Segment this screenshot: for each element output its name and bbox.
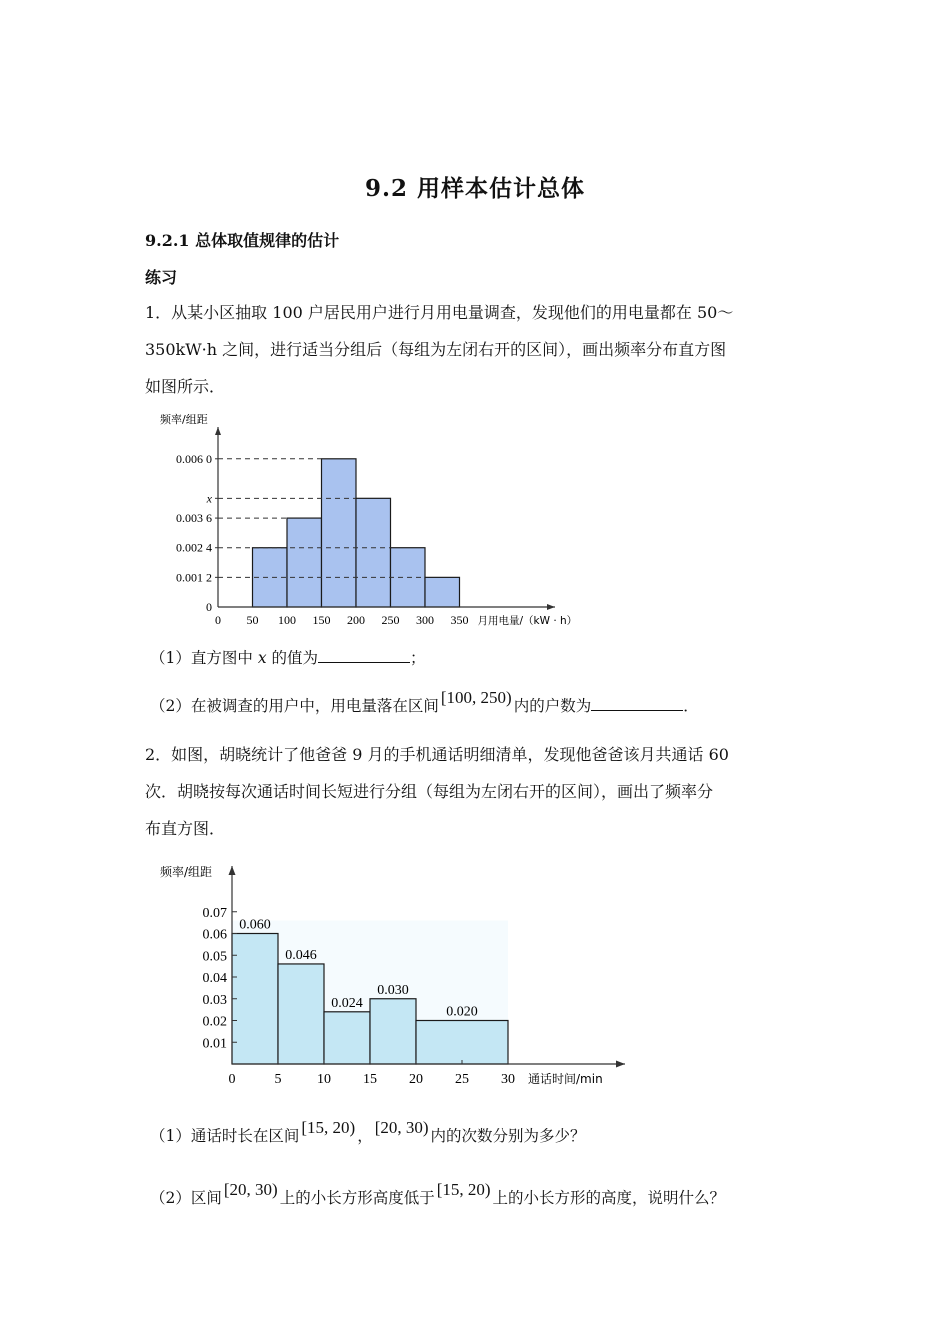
x-tick-label: 50 [246,613,259,627]
answer-blank-2[interactable] [591,694,683,711]
histogram-bar [324,1012,370,1064]
x-tick-label: 0 [228,1072,236,1087]
x-axis-arrow [616,1061,625,1068]
problem-2-line-1: 2．如图，胡晓统计了他爸爸 9 月的手机通话明细清单，发现他爸爸该月共通话 60 [145,745,729,764]
p2q2-prefix: （2）区间 [150,1189,222,1207]
x-axis-title: 通话时间/min [528,1072,603,1086]
problem-2-line-2: 次．胡晓按每次通话时间长短进行分组（每组为左闭右开的区间），画出了频率分 [145,782,714,801]
x-tick-label: 350 [450,613,469,627]
x-tick-label: 10 [317,1072,331,1087]
x-axis-title: 月用电量/（kW · h） [477,615,578,627]
y-tick-label: 0.01 [202,1036,227,1052]
p2q2-mid: 上的小长方形高度低于 [279,1189,435,1207]
problem-2-question-1 [150,1118,586,1146]
x-tick-label: 200 [347,613,365,627]
problem-1-line-2: 350kW·h 之间，进行适当分组后（每组为左闭右开的区间），画出频率分布直方图 [145,340,727,359]
y-tick-label: 0.003 6 [176,511,212,526]
y-tick-label: 0.001 2 [176,570,212,585]
x-tick-label: 250 [381,613,400,627]
x-tick-label: 15 [363,1072,377,1087]
p2q1-interval-a: [15, 20) [301,1118,356,1137]
x-axis-arrow [547,604,555,610]
p1q2-end: ． [683,697,699,715]
x-tick-label: 25 [455,1072,469,1087]
problem-1-question-2 [150,688,699,716]
y-axis-title: 频率/组距 [160,413,208,426]
histogram-bar [425,577,460,607]
answer-blank-1[interactable] [318,646,410,663]
y-zero-label: 0 [206,600,212,614]
bar-data-label: 0.020 [446,1004,478,1020]
histogram-bar [370,999,416,1064]
problem-1-line-1: 1．从某小区抽取 100 户居民用户进行月用电量调查，发现他们的用电量都在 50～ [145,303,734,322]
p1q1-variable: x [257,649,267,667]
y-tick-label: 0.06 [202,927,227,943]
p2q1-suffix: 内的次数分别为多少？ [430,1127,586,1145]
section-title: 9.2 用样本估计总体 [364,175,586,202]
x-tick-label: 0 [215,613,221,627]
p1q1-end: ； [410,649,426,667]
y-tick-label: 0.002 4 [176,540,212,555]
bar-data-label: 0.060 [239,917,271,933]
bar-data-label: 0.030 [377,982,409,998]
p2q2-interval-b: [15, 20) [436,1180,491,1199]
y-axis-arrow [215,427,221,435]
bar-data-label: 0.024 [331,995,363,1011]
histogram-bar [232,934,278,1065]
y-tick-label: 0.07 [202,905,227,921]
practice-heading: 练习 [145,268,178,287]
problem-1-text [145,294,810,405]
call-time-histogram [150,858,630,1090]
problem-1-question-1 [150,646,426,668]
p1q1-prefix: （1）直方图中 [150,649,253,667]
p2q2-interval-a: [20, 30) [223,1180,278,1199]
p1q2-interval: [100, 250) [440,688,512,707]
y-tick-label: 0.006 0 [176,451,212,466]
problem-2-text [145,736,810,847]
x-tick-label: 5 [274,1072,282,1087]
x-tick-label: 300 [416,613,434,627]
subsection-title: 9.2.1 总体取值规律的估计 [145,231,340,250]
p2q1-sep: ， [357,1127,373,1145]
y-axis-title: 频率/组距 [160,865,213,879]
problem-2-question-2 [150,1180,726,1208]
p2q1-interval-b: [20, 30) [374,1118,429,1137]
x-tick-label: 20 [409,1072,423,1087]
y-tick-label: 0.03 [202,992,227,1008]
bar-data-label: 0.046 [285,947,317,963]
y-tick-label: 0.05 [202,949,227,965]
histogram-bar [278,964,324,1064]
histogram-bar [356,498,391,607]
p2q1-prefix: （1）通话时长在区间 [150,1127,300,1145]
x-tick-label: 100 [278,613,296,627]
histogram-bar [287,518,322,607]
p1q2-suffix: 内的户数为 [513,697,592,715]
p1q1-suffix: 的值为 [271,649,319,667]
histogram-bar [322,459,357,607]
y-tick-label: 0.04 [202,971,227,986]
p1q2-prefix: （2）在被调查的用户中，用电量落在区间 [150,697,439,715]
x-tick-label: 150 [312,613,331,627]
problem-1-line-3: 如图所示． [145,377,226,396]
y-tick-label: 0.02 [202,1014,227,1030]
histogram-bar [416,1021,508,1065]
electricity-histogram [150,405,600,635]
y-axis-arrow [229,866,236,875]
p2q2-suffix: 上的小长方形的高度，说明什么？ [492,1189,726,1207]
x-tick-label: 30 [501,1072,515,1087]
problem-2-line-3: 布直方图． [145,819,226,838]
y-tick-label: x [206,491,212,506]
